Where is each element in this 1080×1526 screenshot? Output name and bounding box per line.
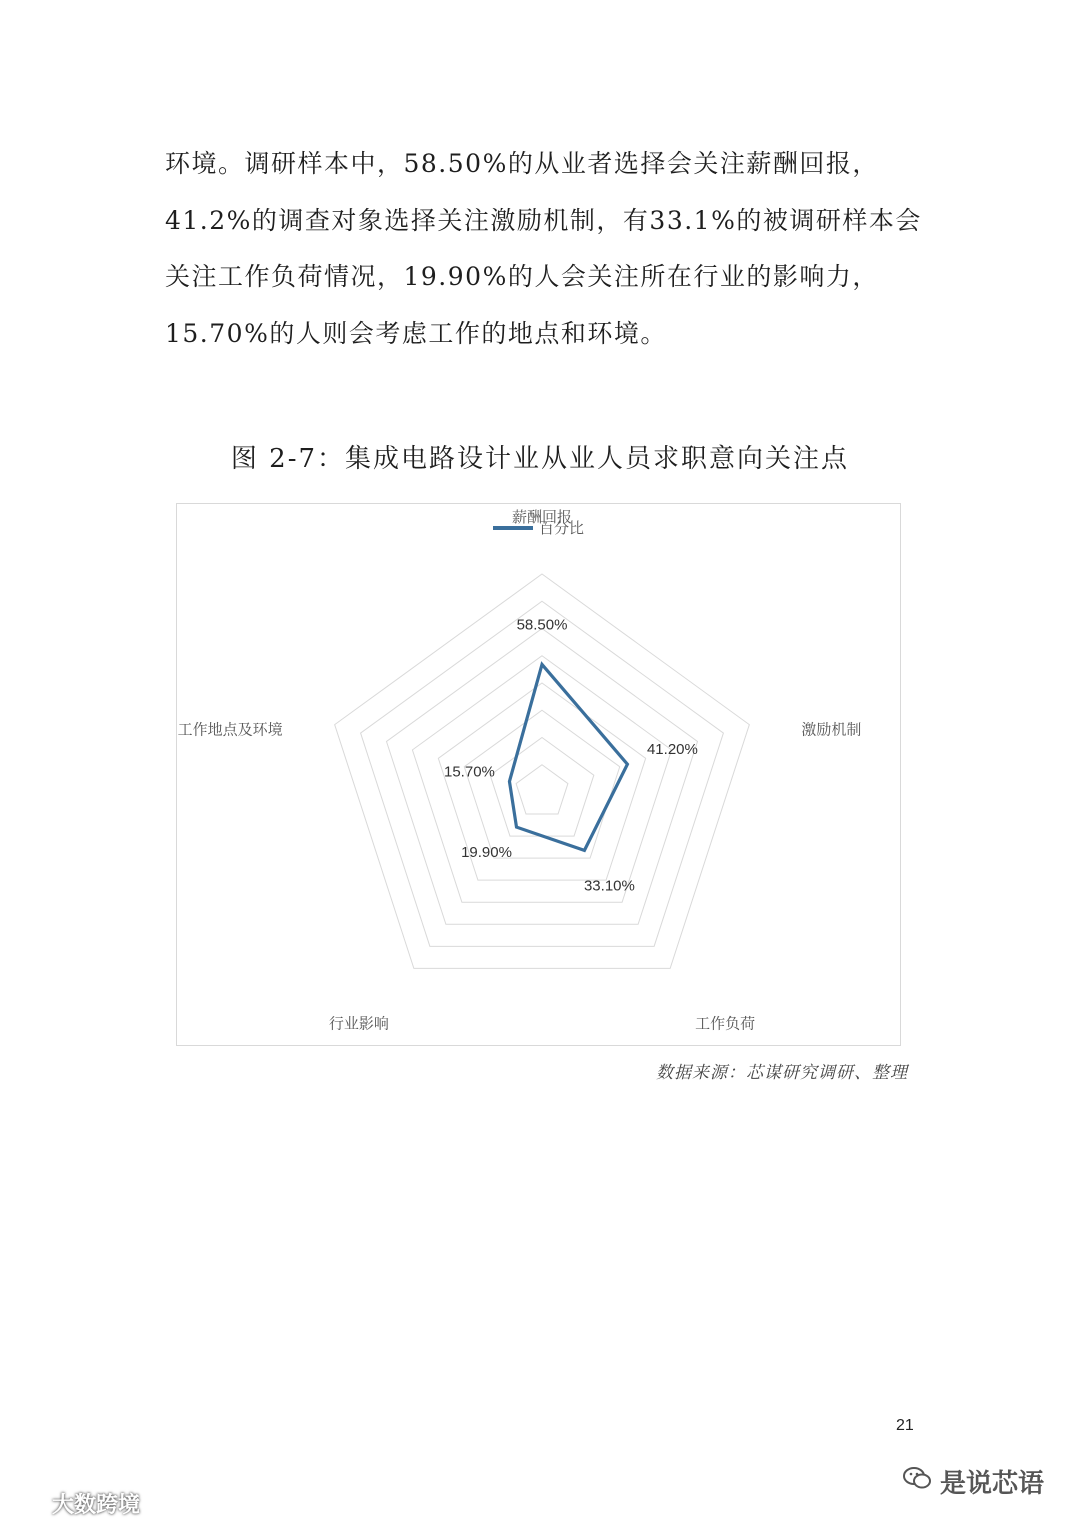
radar-grid-ring <box>361 601 724 946</box>
radar-grid-ring <box>516 765 568 814</box>
radar-category-label: 激励机制 <box>801 720 862 739</box>
radar-data-label: 19.90% <box>461 844 512 862</box>
radar-category-label: 薪酬回报 <box>511 508 573 526</box>
watermark-left-text: 大数跨境 <box>52 1493 141 1518</box>
radar-data-label: 33.10% <box>583 877 635 895</box>
brand-logo-icon <box>6 1489 48 1519</box>
figure-title: 图 2-7：集成电路设计业从业人员求职意向关注点 <box>230 444 850 474</box>
radar-data-label: 58.50% <box>516 616 568 634</box>
radar-data-label: 41.20% <box>646 741 698 759</box>
legend-label: 百分比 <box>539 519 585 537</box>
radar-chart-svg <box>177 504 902 1047</box>
watermark-right-text: 是说芯语 <box>939 1469 1044 1499</box>
watermark-left <box>6 1488 140 1519</box>
watermark-right <box>902 1463 1044 1500</box>
data-source-note: 数据来源：芯谋研究调研、整理 <box>656 1063 908 1083</box>
page-number: 21 <box>896 1417 914 1434</box>
body-paragraph: 环境。调研样本中，58.50%的从业者选择会关注薪酬回报，41.2%的调查对象选择关注激励机制，有33.1%的被调研样本会关注工作负荷情况，19.90%的人会关注所在行业的影响力，15.70%的人则会考虑工作的地点和环境。 <box>165 149 922 348</box>
radar-grid-ring <box>490 738 594 837</box>
radar-category-label: 工作负荷 <box>695 1014 756 1033</box>
radar-data-label: 15.70% <box>444 763 495 781</box>
radar-category-label: 工作地点及环境 <box>177 720 283 739</box>
radar-category-label: 行业影响 <box>328 1014 389 1033</box>
radar-series-line <box>509 664 627 850</box>
radar-chart <box>176 503 901 1046</box>
wechat-icon <box>902 1465 932 1498</box>
